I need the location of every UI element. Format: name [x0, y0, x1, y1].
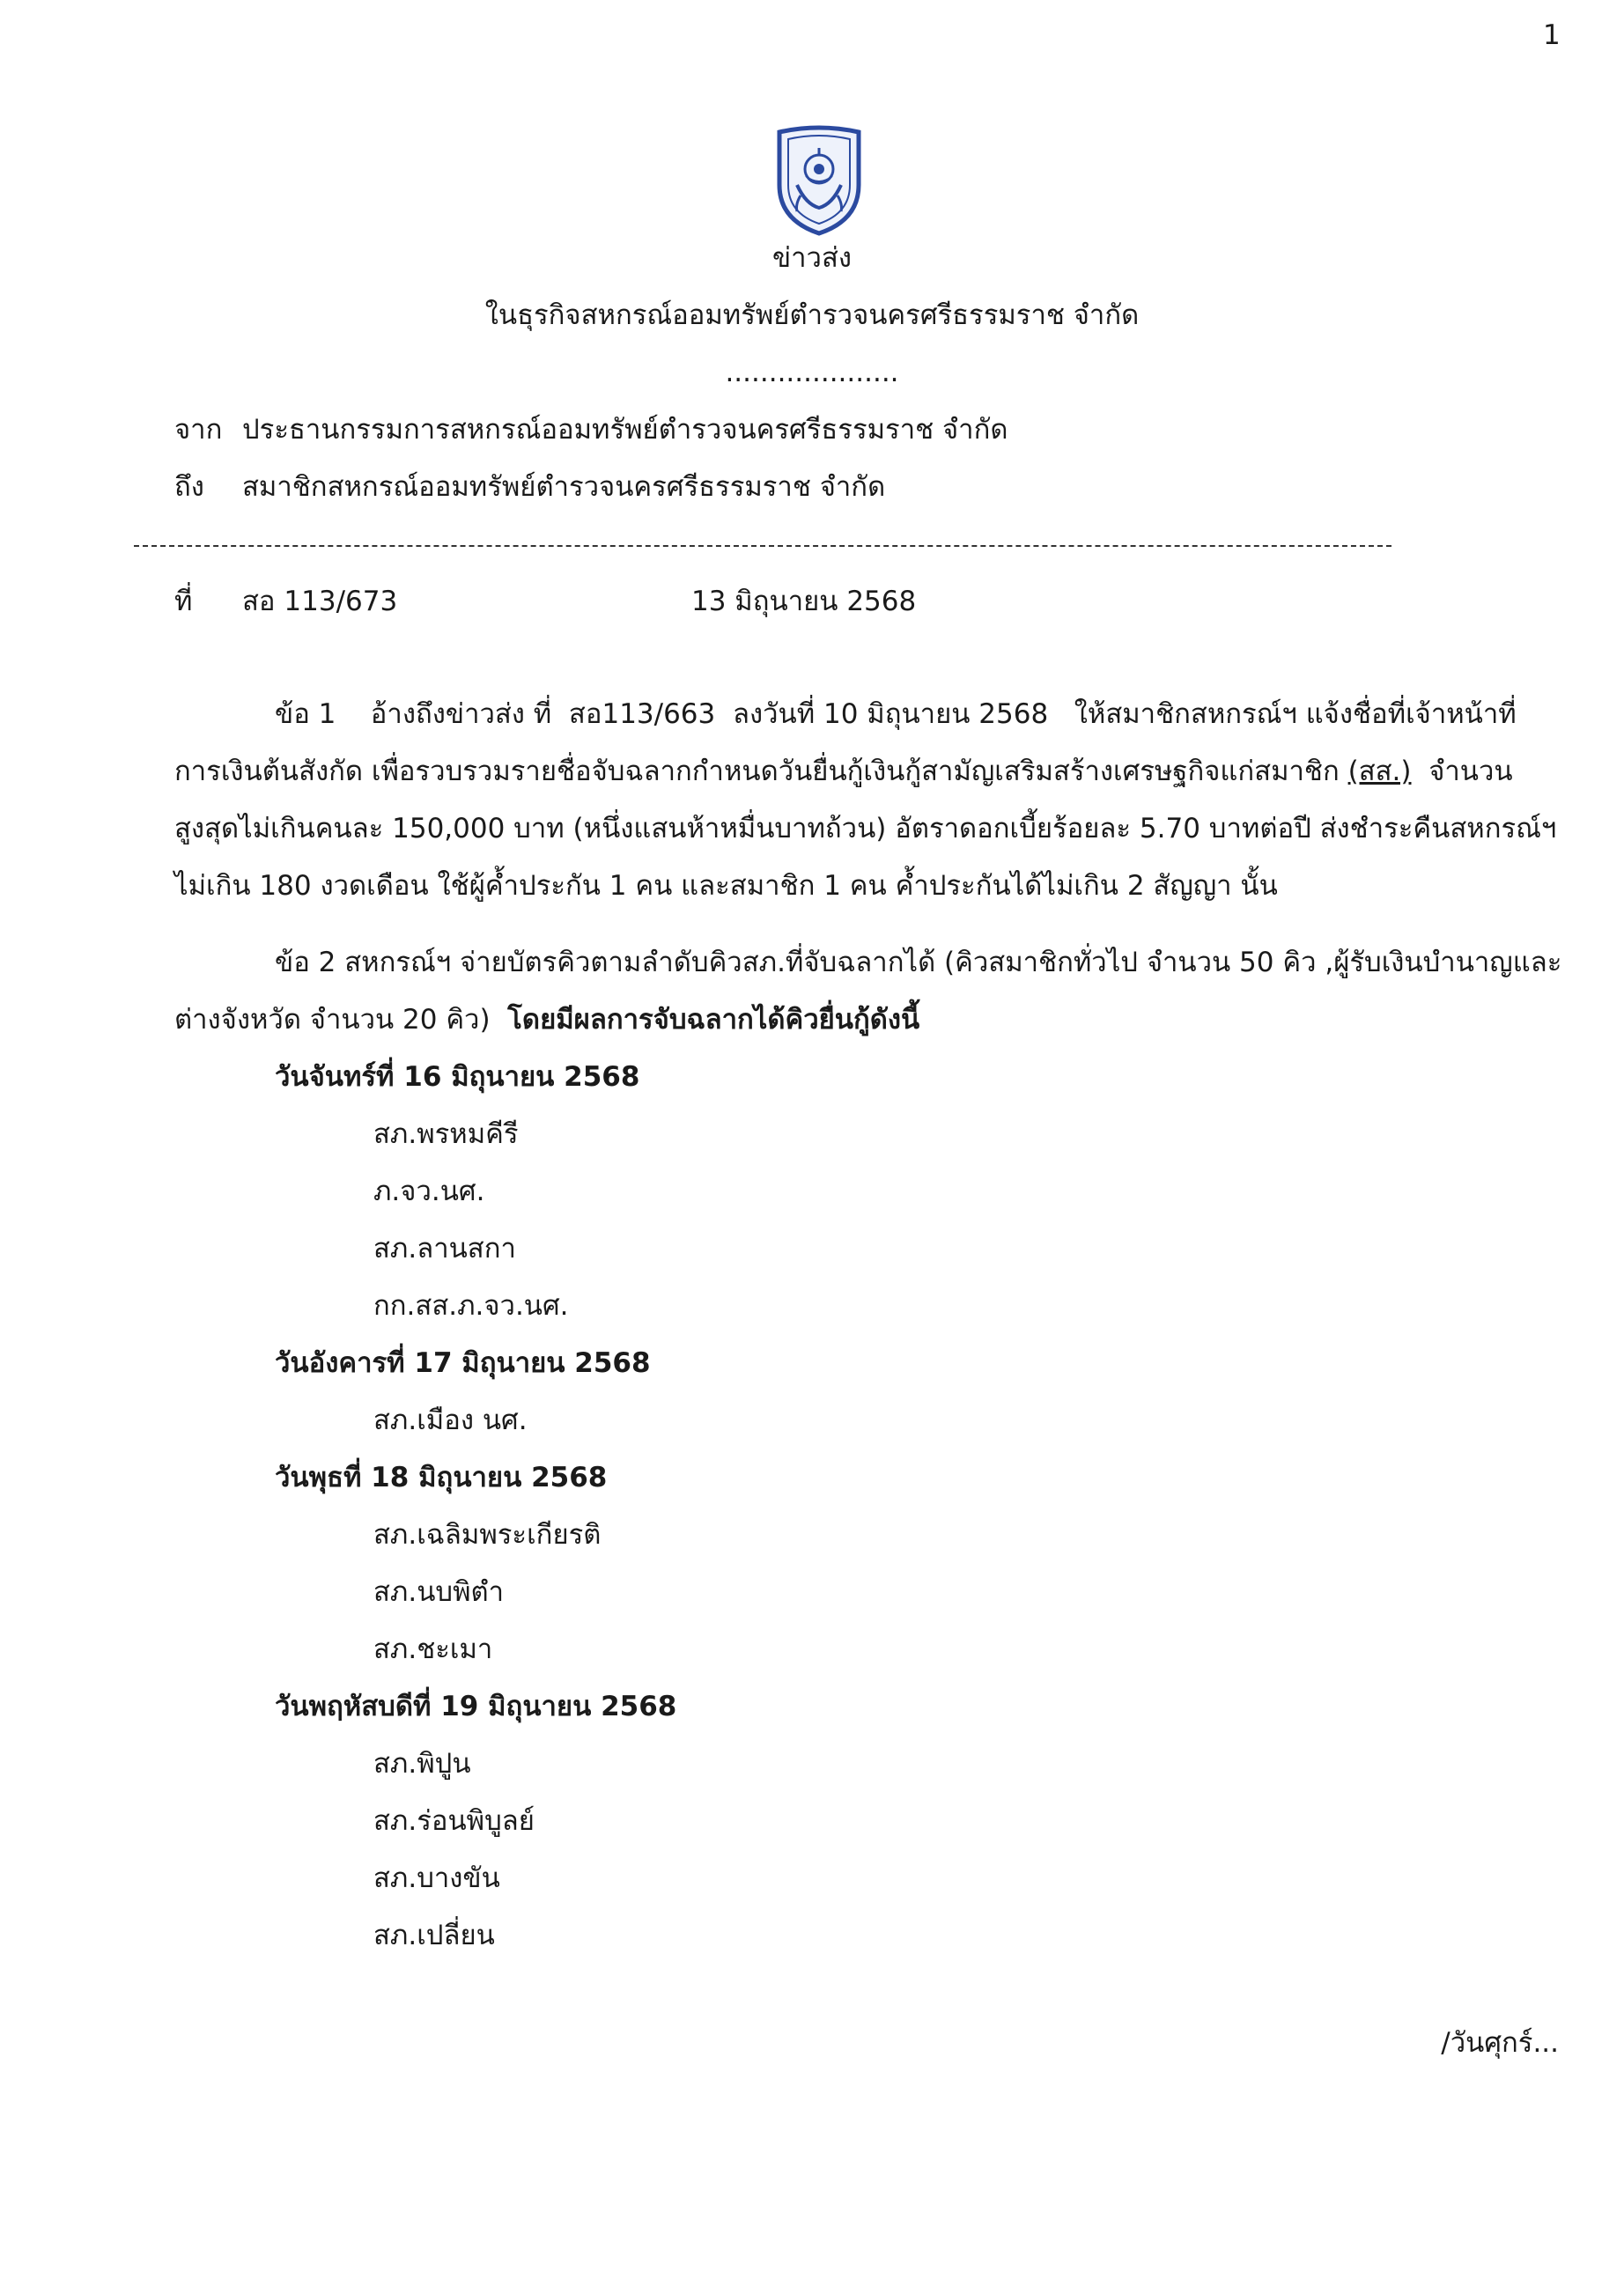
schedule-unit: สภ.พิปูน: [373, 1748, 471, 1780]
schedule-unit: สภ.เปลี่ยน: [373, 1920, 495, 1951]
schedule-unit: สภ.ร่อนพิบูลย์: [373, 1805, 535, 1837]
cooperative-logo: [771, 123, 867, 238]
item1-line-2-text: การเงินต้นสังกัด เพื่อรวบรวมรายชื่อจับฉลากกำหนดวันยื่นกู้เงินกู้สามัญเสริมสร้างเศรษฐกิจแก่สมาชิก: [174, 756, 1348, 787]
continuation-marker: /วันศุกร์...: [1441, 2027, 1559, 2059]
schedule-unit: สภ.บางขัน: [373, 1862, 500, 1894]
document-subtitle: ในธุรกิจสหกรณ์ออมทรัพย์ตำรวจนครศรีธรรมราช จำกัด: [484, 299, 1140, 331]
ref-number: สอ 113/673: [242, 586, 398, 617]
from-value: ประธานกรรมการสหกรณ์ออมทรัพย์ตำรวจนครศรีธรรมราช จำกัด: [242, 414, 1008, 446]
item1-line-4: ไม่เกิน 180 งวดเดือน ใช้ผู้ค้ำประกัน 1 คน และสมาชิก 1 คน ค้ำประกันได้ไม่เกิน 2 สัญญา นั้น: [174, 870, 1278, 902]
item1-line-1: ข้อ 1 อ้างถึงข่าวส่ง ที่ สอ113/663 ลงวันที่ 10 มิถุนายน 2568 ให้สมาชิกสหกรณ์ฯ แจ้งชื่อที่เจ้าหน้าที่: [275, 698, 1517, 730]
schedule-day-4: วันพฤหัสบดีที่ 19 มิถุนายน 2568: [275, 1691, 677, 1722]
schedule-day-3: วันพุธที่ 18 มิถุนายน 2568: [275, 1462, 608, 1493]
schedule-unit: สภ.ลานสกา: [373, 1233, 516, 1265]
page-number: 1: [1543, 19, 1561, 51]
item2-line-2-text: ต่างจังหวัด จำนวน 20 คิว): [174, 1004, 508, 1036]
draw-result-heading: โดยมีผลการจับฉลากได้คิวยื่นกู้ดังนี้: [507, 1004, 920, 1036]
item1-line-2: [174, 756, 1559, 788]
document-date: 13 มิถุนายน 2568: [691, 586, 917, 617]
schedule-unit: สภ.เมือง นศ.: [373, 1405, 528, 1436]
schedule-day-2: วันอังคารที่ 17 มิถุนายน 2568: [275, 1347, 651, 1379]
separator-line: [134, 545, 1391, 547]
document-title: ข่าวส่ง: [771, 242, 853, 274]
item1-line-3: สูงสุดไม่เกินคนละ 150,000 บาท (หนึ่งแสนห้าหมื่นบาทถ้วน) อัตราดอกเบี้ยร้อยละ 5.70 บาทต่อปี ส่งชำระคืนสหกรณ์ฯ: [174, 813, 1557, 844]
to-value: สมาชิกสหกรณ์ออมทรัพย์ตำรวจนครศรีธรรมราช จำกัด: [242, 471, 886, 503]
schedule-unit: สภ.เฉลิมพระเกียรติ: [373, 1519, 602, 1551]
item2-line-2: [174, 1004, 919, 1036]
item2-line-1: ข้อ 2 สหกรณ์ฯ จ่ายบัตรคิวตามลำดับคิวสภ.ที่จับฉลากได้ (คิวสมาชิกทั่วไป จำนวน 50 คิว ,ผู้รับเงินบำนาญและ: [275, 947, 1562, 978]
ss-loan-abbrev: (สส.): [1347, 756, 1412, 787]
schedule-unit: สภ.นบพิตำ: [373, 1576, 505, 1608]
schedule-day-1: วันจันทร์ที่ 16 มิถุนายน 2568: [275, 1061, 640, 1093]
schedule-unit: สภ.ชะเมา: [373, 1633, 493, 1665]
to-label: ถึง: [174, 471, 204, 503]
item1-line-2-tail: จำนวน: [1411, 756, 1513, 787]
from-label: จาก: [174, 414, 223, 446]
schedule-unit: ภ.จว.นศ.: [373, 1176, 485, 1207]
title-dots: ....................: [725, 357, 899, 388]
ref-label: ที่: [174, 586, 193, 617]
schedule-unit: กก.สส.ภ.จว.นศ.: [373, 1290, 569, 1322]
schedule-unit: สภ.พรหมคีรี: [373, 1118, 519, 1150]
